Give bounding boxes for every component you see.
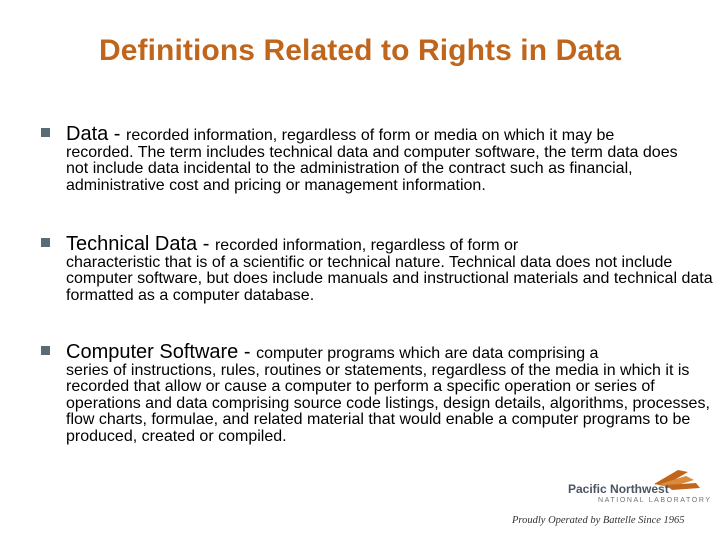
- logo-name: Pacific Northwest: [568, 482, 669, 496]
- logo-subtitle: NATIONAL LABORATORY: [598, 497, 712, 504]
- page-title: Definitions Related to Rights in Data: [98, 34, 622, 67]
- bullet-text: [66, 124, 702, 194]
- bullet-square-icon: [41, 346, 50, 355]
- bullet-computer-software: [38, 342, 720, 446]
- footer-tagline: Proudly Operated by Battelle Since 1965: [512, 515, 685, 526]
- bullet-text: [66, 342, 720, 446]
- bullet-technical-data: [38, 234, 720, 304]
- bullet-first-line: recorded information, regardless of form or media on which it may be: [126, 127, 615, 144]
- bullet-rest: characteristic that is of a scientific or technical nature. Technical data does not include computer software, but does include manuals and instructional materials and technical data formatted as a computer database.: [66, 253, 713, 304]
- bullet-rest: recorded. The term includes technical data and computer software, the term data does not include data incidental to the administration of the contract such as financial, administrative cost and pricing or management information.: [66, 143, 678, 194]
- bullet-term: Technical Data -: [66, 233, 215, 255]
- bullet-square-icon: [41, 238, 50, 247]
- bullet-term: Data -: [66, 123, 127, 145]
- bullet-text: [66, 234, 720, 304]
- bullet-data: [38, 124, 702, 194]
- bullet-square-icon: [41, 128, 50, 137]
- bullet-list: [38, 123, 713, 445]
- bullet-first-line: computer programs which are data comprising a: [256, 345, 599, 362]
- bullet-first-line: recorded information, regardless of form or: [214, 237, 519, 254]
- bullet-term: Computer Software -: [66, 341, 257, 363]
- bullet-rest: series of instructions, rules, routines or statements, regardless of the media in which it is recorded that allow or cause a computer to perform a specific operation or series of operations and data comprising source code listings, design details, algorithms, processes, flow charts, formulae, and related material that would enable a computer programs to be produced, created or compiled.: [66, 361, 710, 445]
